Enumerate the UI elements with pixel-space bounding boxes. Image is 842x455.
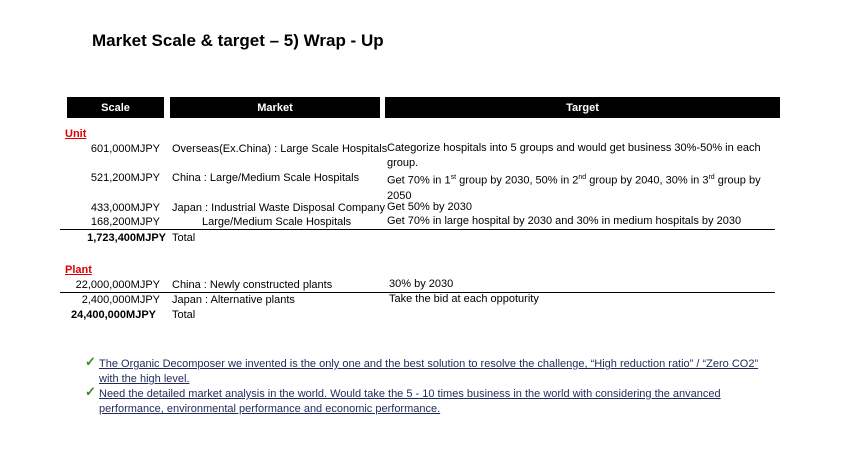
row-amount: 22,000,000MJPY <box>75 279 160 291</box>
row-amount: 168,200MJPY <box>90 216 160 228</box>
bullet-text: Need the detailed market analysis in the world. Would take the 5 - 10 times business in the world with considering the anvanced performance, environmental performance and economic performance. <box>99 388 721 415</box>
row-target: Get 70% in large hospital by 2030 and 30% in medium hospitals by 2030 <box>387 215 742 227</box>
total-amount: 24,400,000MJPY <box>70 309 156 321</box>
total-label: Total <box>172 232 196 244</box>
row-amount: 2,400,000MJPY <box>81 294 160 306</box>
header-scale: Scale <box>67 97 164 118</box>
row-market: Japan : Industrial Waste Disposal Company <box>172 202 385 214</box>
unit-section-label: Unit <box>65 128 87 140</box>
bullet-text: The Organic Decomposer we invented is the only one and the best solution to resolve the challenge, “High reduction ratio” / “Zero CO2” with the high level. <box>99 358 759 385</box>
total-amount: 1,723,400MJPY <box>87 232 166 244</box>
row-market: Overseas(Ex.China) : Large Scale Hospitals <box>172 143 388 155</box>
row-amount: 601,000MJPY <box>90 143 160 155</box>
row-market: China : Newly constructed plants <box>172 279 333 291</box>
page-title: Market Scale & target – 5) Wrap - Up <box>92 31 384 50</box>
header-target: Target <box>385 97 780 118</box>
check-icon: ✓ <box>85 354 96 369</box>
row-target: Categorize hospitals into 5 groups and would get business 30%-50% in each group. <box>387 142 761 169</box>
row-target: Get 70% in 1st group by 2030, 50% in 2nd group by 2040, 30% in 3rd group by 2050 <box>387 174 761 202</box>
row-amount: 433,000MJPY <box>90 202 160 214</box>
row-amount: 521,200MJPY <box>90 172 160 184</box>
check-icon: ✓ <box>85 384 96 399</box>
row-target: 30% by 2030 <box>389 278 454 290</box>
row-market: Japan : Alternative plants <box>172 294 295 306</box>
row-market: China : Large/Medium Scale Hospitals <box>172 172 360 184</box>
table-divider <box>60 229 775 230</box>
header-market: Market <box>170 97 380 118</box>
plant-section-label: Plant <box>65 264 92 276</box>
row-target: Get 50% by 2030 <box>387 201 473 213</box>
row-target: Take the bid at each oppoturity <box>389 293 539 305</box>
row-market: Large/Medium Scale Hospitals <box>202 216 352 228</box>
total-label: Total <box>172 309 196 321</box>
